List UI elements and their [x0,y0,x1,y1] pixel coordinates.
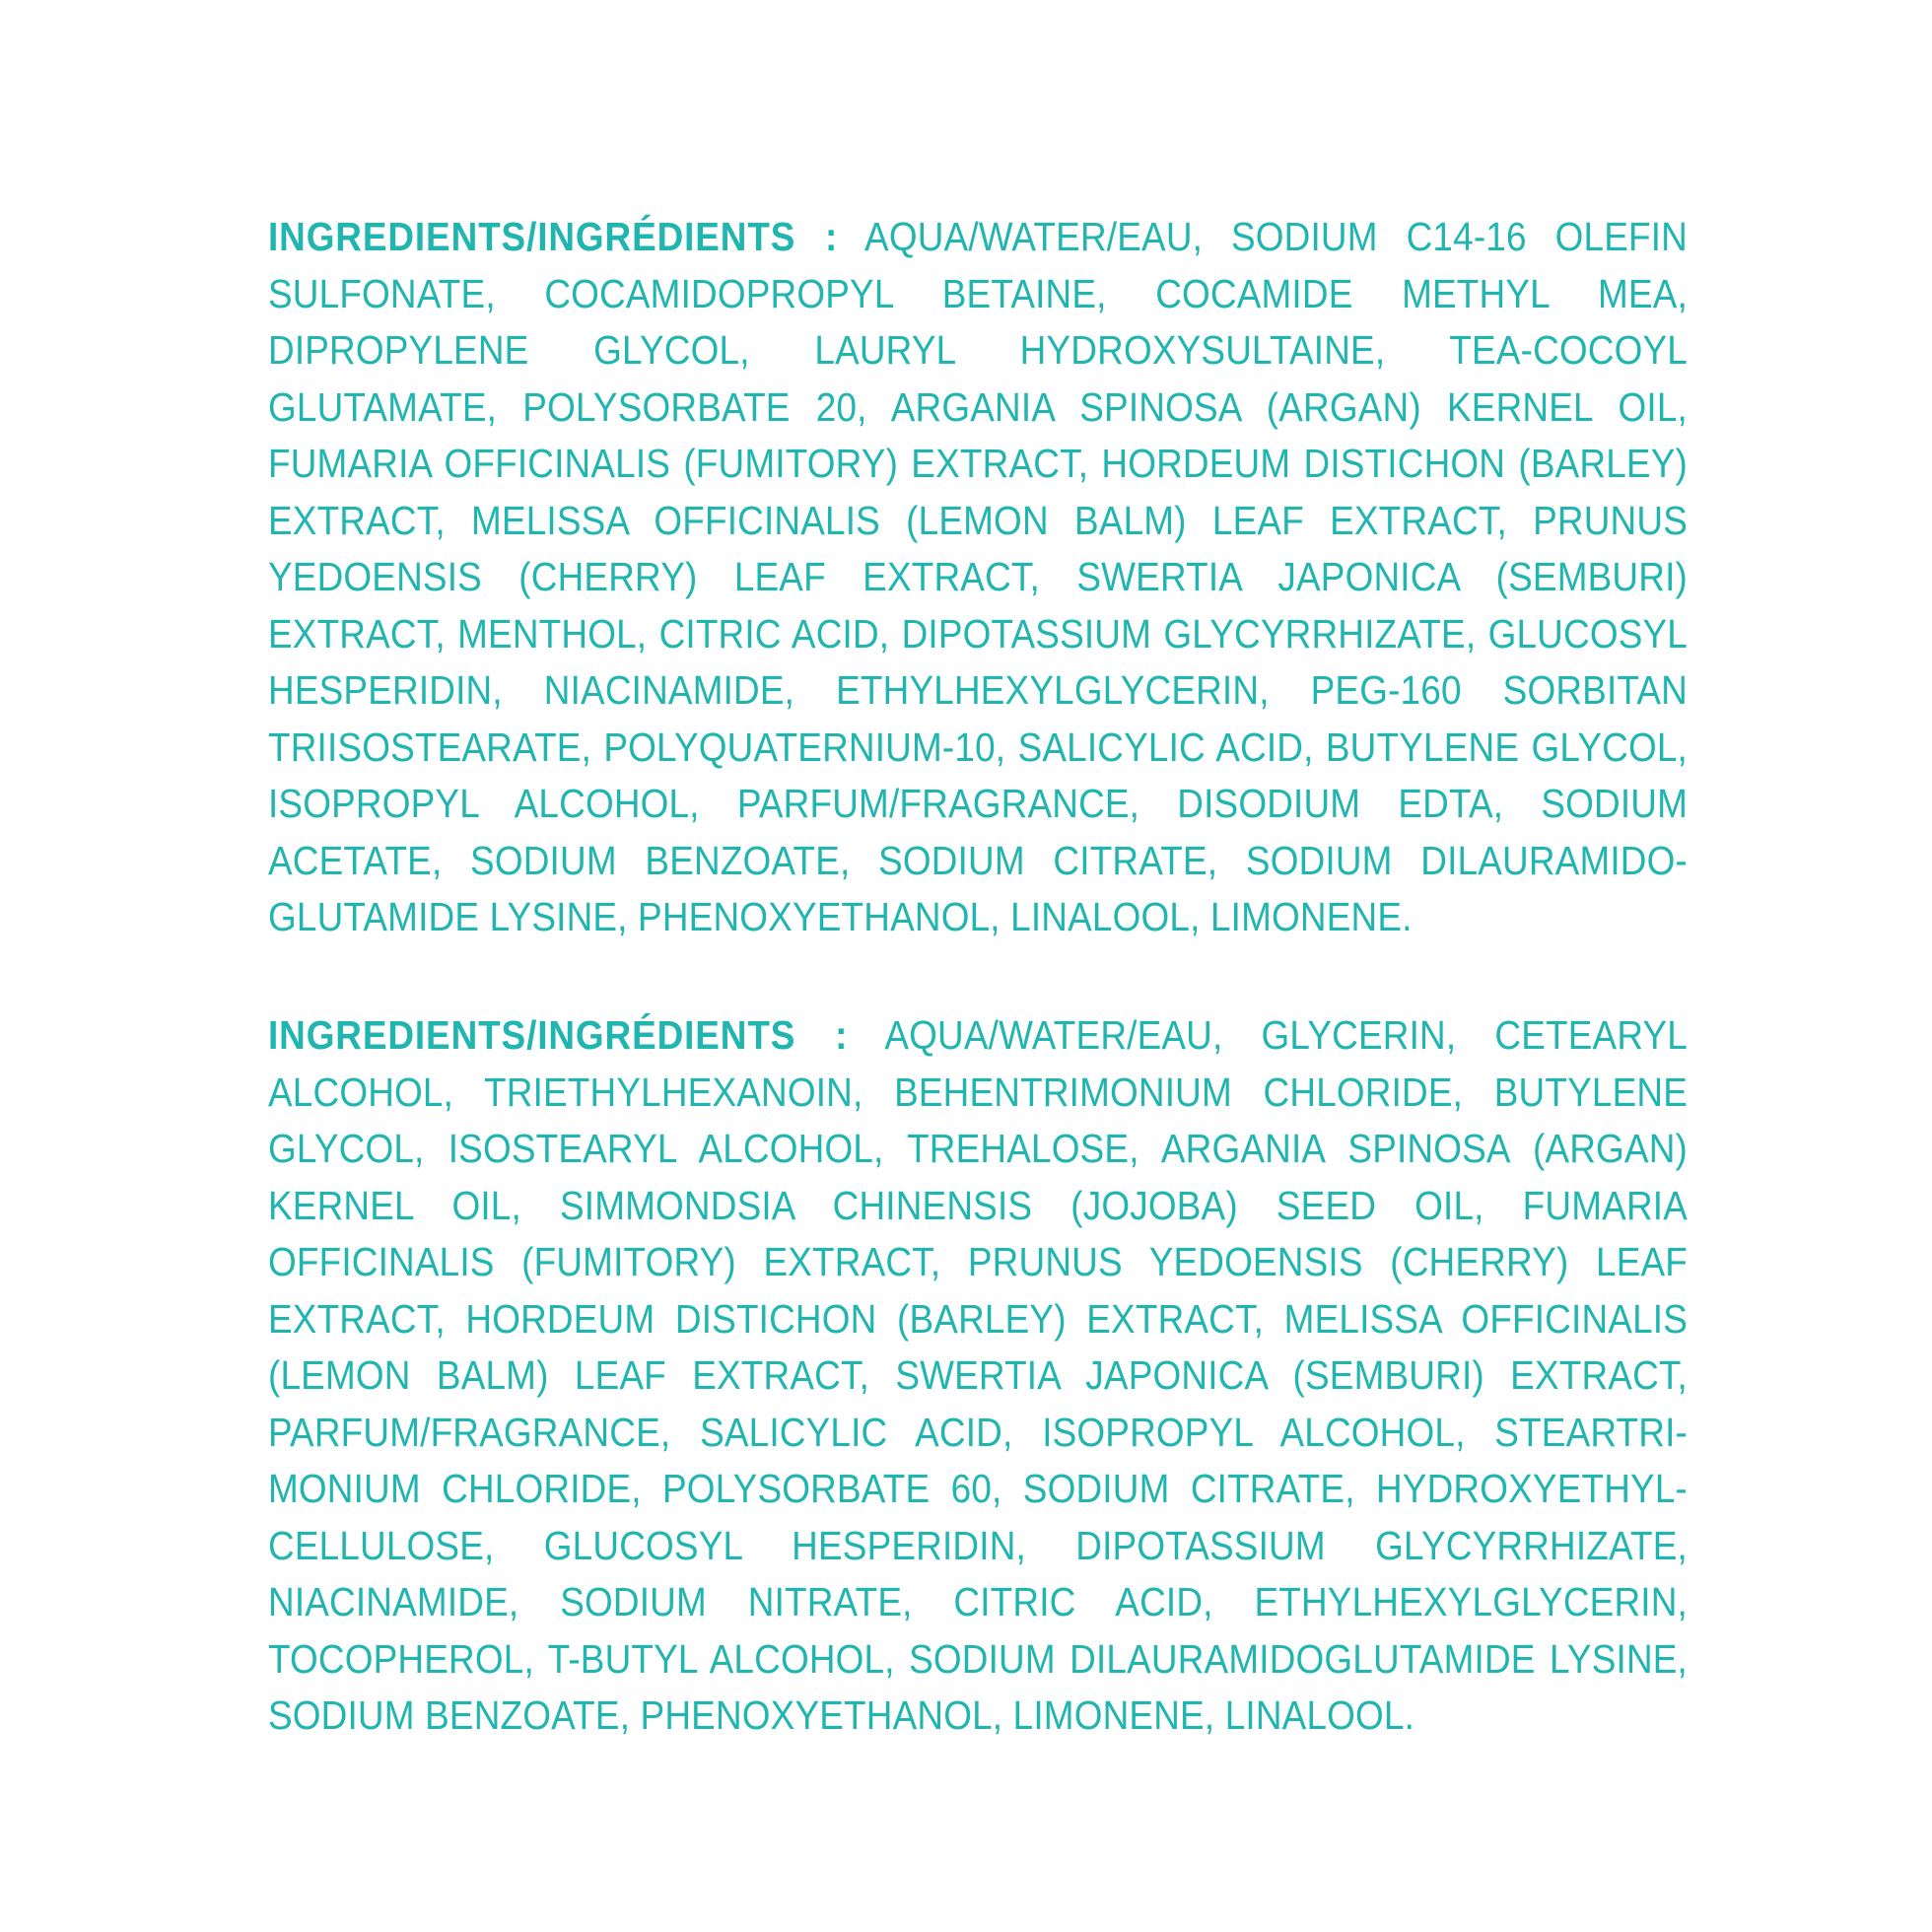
ingredients-label: INGREDIENTS/INGRÉDIENTS : [268,1012,849,1058]
ingredients-text: AQUA/WATER/EAU, SODIUM C14-16 OLEFIN SULFONATE, COCAMIDOPROPYL BETAINE, COCAMIDE METHYL MEA, DIPROPYLENE GLYCOL, LAURYL HYDROXYSULTAINE, TEA-COCOYL GLUTAMATE, POLYSORBATE 20, ARGANIA SPINOSA (ARGAN) KERNEL OIL, FUMARIA OFFICINALIS (FUMITORY) EXTRACT, HORDEUM DISTICHON (BARLEY) EXTRACT, MELISSA OFFICINALIS (LEMON BALM) LEAF EXTRACT, PRUNUS YEDOENSIS (CHERRY) LEAF EXTRACT, SWERTIA JAPONICA (SEMBURI) EXTRACT, MENTHOL, CITRIC ACID, DIPOTASSIUM GLYCYRRHIZATE, GLUCOSYL HESPERIDIN, NIACINAMIDE, ETHYLHEXYLGLYCERIN, PEG-160 SORBITAN TRIISOSTEARATE, POLYQUATERNIUM-10, SALICYLIC ACID, BUTYLENE GLYCOL, ISOPROPYL ALCOHOL, PARFUM/FRAGRANCE, DISODIUM EDTA, SODIUM ACETATE, SODIUM BENZOATE, SODIUM CITRATE, SODIUM DILAURAMIDO-GLUTAMIDE LYSINE, PHENOXYETHANOL, LINALOOL, LIMONENE. [268,214,1688,939]
ingredients-text: AQUA/WATER/EAU, GLYCERIN, CETEARYL ALCOHOL, TRIETHYLHEXANOIN, BEHENTRIMONIUM CHLORIDE, BUTYLENE GLYCOL, ISOSTEARYL ALCOHOL, TREHALOSE, ARGANIA SPINOSA (ARGAN) KERNEL OIL, SIMMONDSIA CHINENSIS (JOJOBA) SEED OIL, FUMARIA OFFICINALIS (FUMITORY) EXTRACT, PRUNUS YEDOENSIS (CHERRY) LEAF EXTRACT, HORDEUM DISTICHON (BARLEY) EXTRACT, MELISSA OFFICINALIS (LEMON BALM) LEAF EXTRACT, SWERTIA JAPONICA (SEMBURI) EXTRACT, PARFUM/FRAGRANCE, SALICYLIC ACID, ISOPROPYL ALCOHOL, STEARTRI- MONIUM CHLORIDE, POLYSORBATE 60, SODIUM CITRATE, HYDROXYETHYL- CELLULOSE, GLUCOSYL HESPERIDIN, DIPOTASSIUM GLYCYRRHIZATE, NIACINAMIDE, SODIUM NITRATE, CITRIC ACID, ETHYLHEXYLGLYCERIN, TOCOPHEROL, T-BUTYL ALCOHOL, SODIUM DILAURAMIDOGLUTAMIDE LYSINE, SODIUM BENZOATE, PHENOXYETHANOL, LIMONENE, LINALOOL. [268,1012,1688,1738]
ingredients-label: INGREDIENTS/INGRÉDIENTS : [268,214,839,259]
ingredients-list-conditioner [268,1007,1688,1745]
ingredients-list-shampoo [268,209,1688,946]
